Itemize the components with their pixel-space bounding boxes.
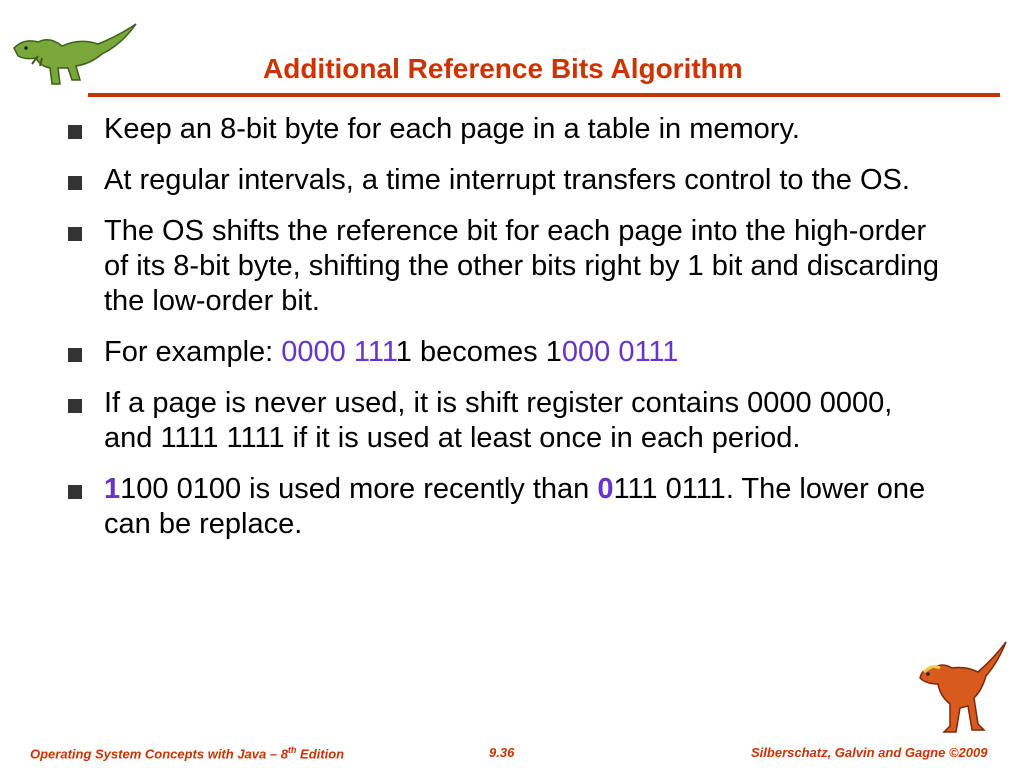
dinosaur-logo-icon: [10, 18, 138, 92]
bullet-text: The OS shifts the reference bit for each page into the high-order of its 8-bit byte, shifting the other bits right by 1 bit and discarding the low-order bit.: [104, 215, 940, 317]
square-bullet-icon: [68, 485, 82, 499]
example-prefix: For example:: [104, 336, 282, 368]
dinosaur-logo-icon: [912, 638, 1016, 742]
compare-text: 111 0111. The lower one can be replace.: [104, 473, 926, 540]
bullet-item: [68, 163, 948, 198]
bullet-item-example: [68, 335, 948, 370]
bullet-list: [68, 112, 948, 558]
bullet-item: [68, 214, 948, 319]
bullet-item-compare: [68, 472, 948, 542]
example-bit: 1: [545, 336, 562, 368]
example-bits-highlight: 000 0111: [561, 336, 679, 368]
footer-page-number: 9.36: [489, 745, 515, 760]
square-bullet-icon: [68, 125, 82, 139]
footer-book-title: Operating System Concepts with Java – 8th Edition: [30, 745, 345, 762]
compare-text: 100 0100 is used more recently than: [120, 473, 598, 505]
bullet-item: [68, 112, 948, 147]
bullet-text: Keep an 8-bit byte for each page in a table in memory.: [104, 113, 800, 145]
title-divider: [88, 93, 1000, 97]
bullet-text: If a page is never used, it is shift register contains 0000 0000, and 1111 1111 if it is used at least once in each period.: [104, 387, 893, 454]
slide-title: Additional Reference Bits Algorithm: [263, 53, 743, 84]
example-bit: 1: [395, 336, 412, 368]
square-bullet-icon: [68, 348, 82, 362]
bullet-item: [68, 386, 948, 456]
square-bullet-icon: [68, 176, 82, 190]
square-bullet-icon: [68, 227, 82, 241]
example-mid-text: becomes: [411, 336, 546, 368]
high-order-bit: 0: [597, 473, 614, 505]
example-bits-highlight: 0000 111: [281, 336, 396, 368]
bullet-text: At regular intervals, a time interrupt transfers control to the OS.: [104, 164, 910, 196]
high-order-bit: 1: [104, 473, 121, 505]
square-bullet-icon: [68, 399, 82, 413]
footer-authors: Silberschatz, Galvin and Gagne ©2009: [751, 745, 988, 760]
